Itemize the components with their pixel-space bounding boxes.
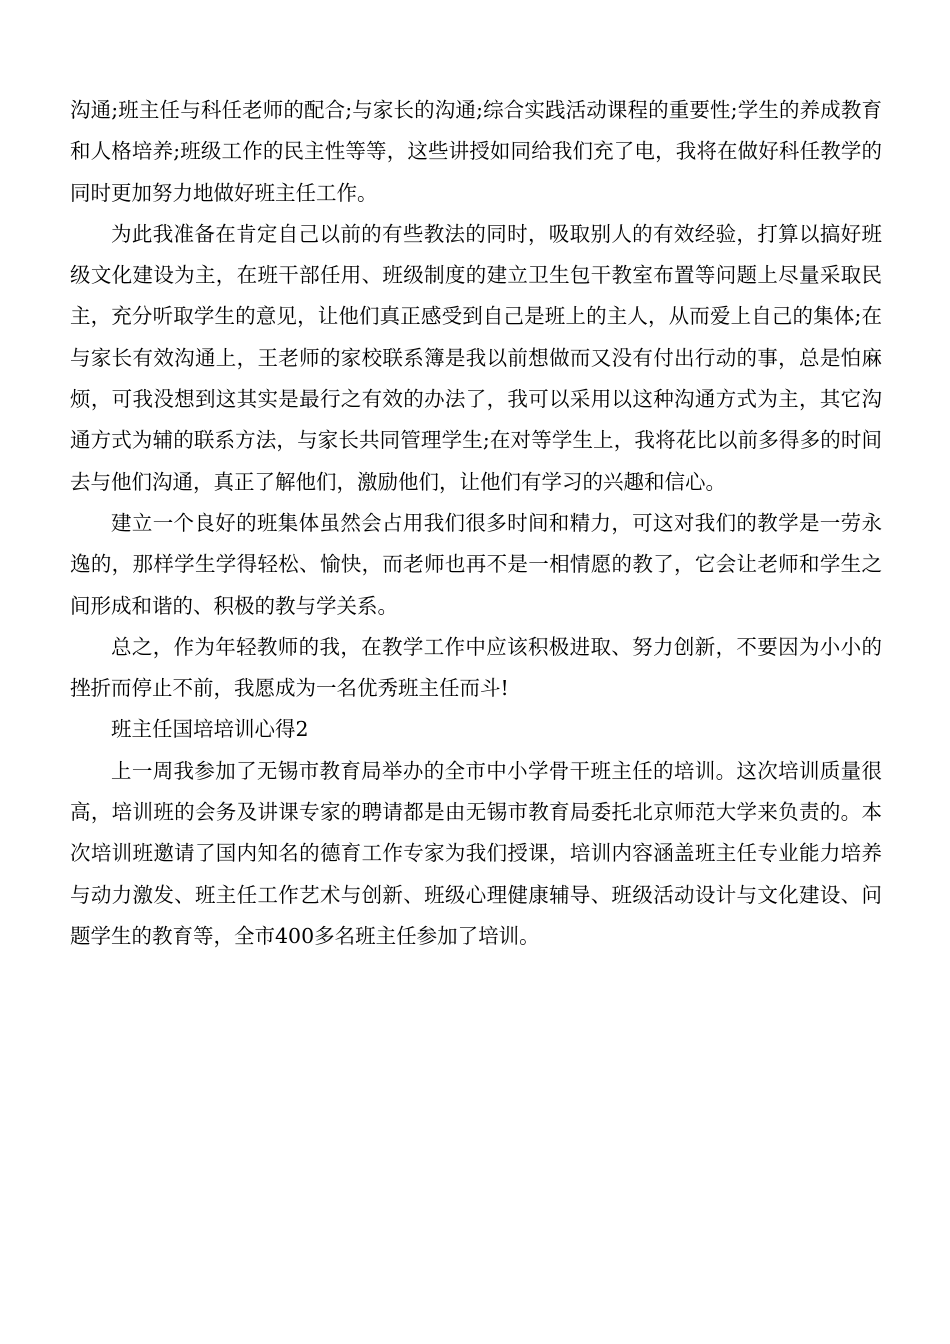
section-heading: 班主任国培培训心得2 xyxy=(111,717,309,742)
paragraph: 为此我准备在肯定自己以前的有些教法的同时，吸取别人的有效经验，打算以搞好班级文化建设为主，在班干部任用、班级制度的建立卫生包干教室布置等问题上尽量采取民主，充分听取学生的意见，让他们真正感受到自己是班上的主人，从而爱上自己的集体;在与家长有效沟通上，王老师的家校联系簿是我以前想做而又没有付出行动的事，总是怕麻烦，可我没想到这其实是最行之有效的办法了，我可以采用以这种沟通方式为主，其它沟通方式为辅的联系方法，与家长共同管理学生;在对等学生上，我将花比以前多得多的时间去与他们沟通，真正了解他们，激励他们，让他们有学习的兴趣和信心。 xyxy=(70,221,882,494)
paragraph: 总之，作为年轻教师的我，在教学工作中应该积极进取、努力创新，不要因为小小的挫折而停止不前，我愿成为一名优秀班主任而斗! xyxy=(70,634,882,701)
document-body xyxy=(70,90,882,957)
paragraph-continuation: 沟通;班主任与科任老师的配合;与家长的沟通;综合实践活动课程的重要性;学生的养成教育和人格培养;班级工作的民主性等等，这些讲授如同给我们充了电，我将在做好科任教学的同时更加努力地做好班主任工作。 xyxy=(70,98,882,205)
paragraph: 上一周我参加了无锡市教育局举办的全市中小学骨干班主任的培训。这次培训质量很高，培训班的会务及讲课专家的聘请都是由无锡市教育局委托北京师范大学来负责的。本次培训班邀请了国内知名的德育工作专家为我们授课，培训内容涵盖班主任专业能力培养与动力激发、班主任工作艺术与创新、班级心理健康辅导、班级活动设计与文化建设、问题学生的教育等，全市400多名班主任参加了培训。 xyxy=(70,758,882,948)
paragraph: 建立一个良好的班集体虽然会占用我们很多时间和精力，可这对我们的教学是一劳永逸的，那样学生学得轻松、愉快，而老师也再不是一相情愿的教了，它会让老师和学生之间形成和谐的、积极的教与学关系。 xyxy=(70,510,882,618)
